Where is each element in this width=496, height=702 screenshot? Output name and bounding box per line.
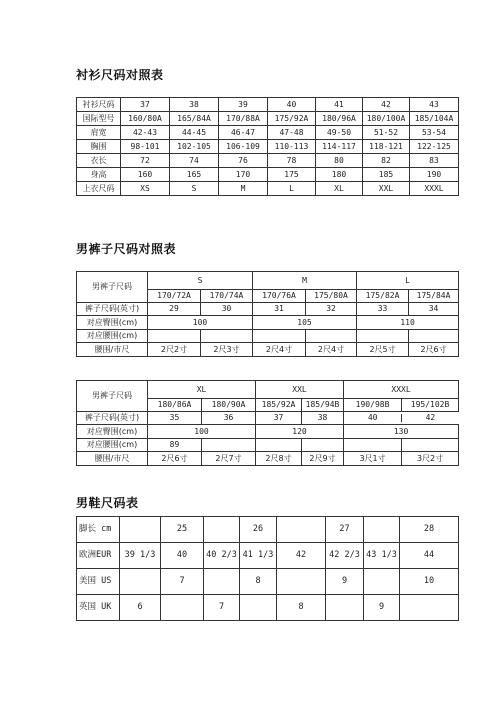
- row-label: 对应腰围(cm): [77, 439, 148, 452]
- shirt-row: [77, 126, 459, 140]
- shoe-cell: [364, 569, 400, 595]
- size-code: 185/92A: [256, 399, 302, 412]
- size-code: 175/82A: [357, 290, 409, 303]
- shichi-cell: 2尺4寸: [306, 343, 357, 357]
- shirt-cell: 40: [268, 98, 316, 112]
- shoe-row: [77, 595, 459, 621]
- shirt-row-label: 身高: [77, 168, 121, 182]
- inch-cell: 31: [253, 303, 306, 316]
- shirt-row: [77, 154, 459, 168]
- shirt-cell: 106-109: [219, 140, 268, 154]
- shoe-cell: 26: [240, 517, 277, 543]
- shoe-cell: [120, 517, 161, 543]
- shoe-cell: [161, 595, 204, 621]
- shoe-cell: 43 1/3: [364, 543, 400, 569]
- size-code: 170/76A: [253, 290, 306, 303]
- shirt-cell: 44-45: [170, 126, 219, 140]
- shoe-row-label: 欧洲EUR: [77, 543, 120, 569]
- row-label: 裤子尺码(英寸): [77, 303, 148, 316]
- row-label: 对应腰围(cm): [77, 330, 148, 343]
- shoe-cell: 8: [277, 595, 326, 621]
- shichi-cell: 2尺4寸: [253, 343, 306, 357]
- hip-cell: 100: [148, 425, 256, 439]
- shirt-cell: 165: [170, 168, 219, 182]
- shirt-cell: 80: [316, 154, 363, 168]
- shirt-cell: 175: [268, 168, 316, 182]
- size-code: 180/90A: [202, 399, 256, 412]
- shirt-row: [77, 112, 459, 126]
- shirt-cell: 82: [363, 154, 410, 168]
- hip-cell: 110: [357, 316, 459, 330]
- shirt-cell: 72: [121, 154, 170, 168]
- waist-cell: 89: [148, 439, 202, 452]
- pants-header-label: 男裤子尺码: [77, 381, 148, 412]
- shirt-cell: 37: [121, 98, 170, 112]
- size-code: 170/74A: [201, 290, 253, 303]
- shoe-cell: 25: [161, 517, 204, 543]
- row-label: 腰围/市尺: [77, 343, 148, 357]
- shoe-cell: [326, 595, 364, 621]
- shirt-cell: 39: [219, 98, 268, 112]
- hip-cell: 130: [344, 425, 459, 439]
- shoe-row: [77, 569, 459, 595]
- inch-cell: 34: [409, 303, 459, 316]
- shoe-cell: [120, 569, 161, 595]
- shirt-cell: 51-52: [363, 126, 410, 140]
- shirt-cell: 41: [316, 98, 363, 112]
- shichi-cell: 3尺2寸: [402, 452, 459, 466]
- inch-cell: 32: [306, 303, 357, 316]
- waist-cell: [402, 439, 459, 452]
- shirt-cell: 122-125: [410, 140, 459, 154]
- shoe-size-table: [76, 516, 459, 621]
- shirt-cell: 170: [219, 168, 268, 182]
- shirt-cell: 102-105: [170, 140, 219, 154]
- shirt-cell: 74: [170, 154, 219, 168]
- shoe-cell: 28: [400, 517, 459, 543]
- size-group: XL: [148, 381, 256, 399]
- hip-cell: 105: [253, 316, 357, 330]
- size-group: L: [357, 272, 459, 290]
- shirt-cell: 180: [316, 168, 363, 182]
- shoe-cell: 9: [326, 569, 364, 595]
- size-code: 175/84A: [409, 290, 459, 303]
- size-group: XXXL: [344, 381, 459, 399]
- hip-cell: 120: [256, 425, 344, 439]
- shirt-cell: 185/104A: [410, 112, 459, 126]
- shirt-cell: 160/80A: [121, 112, 170, 126]
- shirt-cell: 53-54: [410, 126, 459, 140]
- shirt-cell: 165/84A: [170, 112, 219, 126]
- shirt-cell: 175/92A: [268, 112, 316, 126]
- shirt-cell: L: [268, 182, 316, 196]
- shirt-cell: 46-47: [219, 126, 268, 140]
- shoe-row-label: 脚长 cm: [77, 517, 120, 543]
- shirt-cell: 42-43: [121, 126, 170, 140]
- shoe-cell: [204, 569, 240, 595]
- shichi-cell: 2尺2寸: [148, 343, 201, 357]
- shirt-cell: 160: [121, 168, 170, 182]
- shirt-cell: 98-101: [121, 140, 170, 154]
- inch-cell: 42: [425, 414, 436, 422]
- shirt-cell: 38: [170, 98, 219, 112]
- shirt-cell: 110-113: [268, 140, 316, 154]
- shichi-cell: 3尺1寸: [344, 452, 402, 466]
- waist-cell: [344, 439, 402, 452]
- inch-cell: 30: [201, 303, 253, 316]
- shirt-row-label: 胸围: [77, 140, 121, 154]
- size-group: XXL: [256, 381, 344, 399]
- waist-cell: [409, 330, 459, 343]
- shirt-cell: 114-117: [316, 140, 363, 154]
- size-code: 170/72A: [148, 290, 201, 303]
- size-code: 185/94B: [302, 399, 344, 412]
- row-label: 腰围/市尺: [77, 452, 148, 466]
- shirt-cell: 43: [410, 98, 459, 112]
- shirt-row: [77, 140, 459, 154]
- shoe-cell: [364, 517, 400, 543]
- shirt-cell: 185: [363, 168, 410, 182]
- shirt-row-label: 上衣尺码: [77, 182, 121, 196]
- size-group: M: [253, 272, 357, 290]
- inch-cell: 40: [344, 414, 402, 422]
- row-label: 裤子尺码(英寸): [77, 412, 148, 425]
- shichi-cell: 2尺7寸: [202, 452, 256, 466]
- shoe-row-label: 美国 US: [77, 569, 120, 595]
- shichi-cell: 2尺3寸: [201, 343, 253, 357]
- row-label: 对应臀围(cm): [77, 425, 148, 439]
- shoe-cell: 10: [400, 569, 459, 595]
- shirt-cell: S: [170, 182, 219, 196]
- pants-header-label: 男裤子尺码: [77, 272, 148, 303]
- shoe-cell: 7: [161, 569, 204, 595]
- shirt-cell: XXL: [363, 182, 410, 196]
- shirt-cell: 83: [410, 154, 459, 168]
- inch-cell: 33: [357, 303, 409, 316]
- waist-cell: [256, 439, 302, 452]
- waist-cell: [148, 330, 201, 343]
- shirt-row-label: 衣长: [77, 154, 121, 168]
- size-code: 190/98B: [344, 399, 402, 412]
- shirt-cell: 49-50: [316, 126, 363, 140]
- hip-cell: 100: [148, 316, 253, 330]
- row-label: 对应臀围(cm): [77, 316, 148, 330]
- shichi-cell: 2尺6寸: [148, 452, 202, 466]
- shoe-row: [77, 517, 459, 543]
- shirt-cell: 190: [410, 168, 459, 182]
- shirt-cell: 170/88A: [219, 112, 268, 126]
- shirt-cell: 42: [363, 98, 410, 112]
- shirt-row: [77, 98, 459, 112]
- size-group: S: [148, 272, 253, 290]
- inch-cell: 35: [148, 412, 202, 425]
- shoe-cell: 40 2/3: [204, 543, 240, 569]
- shirt-cell: XS: [121, 182, 170, 196]
- pants-size-table-1: [76, 271, 459, 357]
- inch-cell: 29: [148, 303, 201, 316]
- shoe-cell: 7: [204, 595, 240, 621]
- shoes-title: 男鞋尺码表: [76, 496, 139, 510]
- shoe-cell: 44: [400, 543, 459, 569]
- size-code: 175/80A: [306, 290, 357, 303]
- shirt-row-label: 国际型号: [77, 112, 121, 126]
- shoe-cell: 42: [277, 543, 326, 569]
- shoe-cell: 9: [364, 595, 400, 621]
- waist-cell: [302, 439, 344, 452]
- shirt-row-label: 衬衫尺码: [77, 98, 121, 112]
- shoe-cell: 41 1/3: [240, 543, 277, 569]
- shoe-row: [77, 543, 459, 569]
- shirt-cell: 118-121: [363, 140, 410, 154]
- size-code: 180/86A: [148, 399, 202, 412]
- shichi-cell: 2尺5寸: [357, 343, 409, 357]
- shoe-cell: [277, 569, 326, 595]
- inch-cell: 38: [302, 412, 344, 425]
- shirt-row-label: 肩宽: [77, 126, 121, 140]
- shirt-cell: M: [219, 182, 268, 196]
- waist-cell: [357, 330, 409, 343]
- shoe-cell: 40: [161, 543, 204, 569]
- size-code: 195/102B: [402, 399, 459, 412]
- shoe-cell: [204, 517, 240, 543]
- pants-title: 男裤子尺码对照表: [76, 242, 177, 256]
- shirt-title: 衬衫尺码对照表: [76, 68, 164, 82]
- shirt-row: [77, 168, 459, 182]
- shirt-cell: 78: [268, 154, 316, 168]
- shoe-cell: 8: [240, 569, 277, 595]
- inch-cell: 37: [256, 412, 302, 425]
- waist-cell: [306, 330, 357, 343]
- inch-cell: 36: [202, 412, 256, 425]
- shirt-cell: 47-48: [268, 126, 316, 140]
- waist-cell: [202, 439, 256, 452]
- shichi-cell: 2尺9寸: [302, 452, 344, 466]
- shichi-cell: 2尺6寸: [409, 343, 459, 357]
- shirt-cell: 180/96A: [316, 112, 363, 126]
- shoe-cell: 27: [326, 517, 364, 543]
- waist-cell: [253, 330, 306, 343]
- pants-size-table-2: [76, 380, 459, 466]
- shoe-cell: [240, 595, 277, 621]
- shirt-cell: 180/100A: [363, 112, 410, 126]
- shirt-cell: XL: [316, 182, 363, 196]
- shirt-cell: 76: [219, 154, 268, 168]
- shichi-cell: 2尺8寸: [256, 452, 302, 466]
- shoe-cell: [400, 595, 459, 621]
- shoe-cell: 6: [120, 595, 161, 621]
- shoe-row-label: 英国 UK: [77, 595, 120, 621]
- shoe-cell: [277, 517, 326, 543]
- shirt-cell: XXXL: [410, 182, 459, 196]
- shoe-cell: 42 2/3: [326, 543, 364, 569]
- shoe-cell: 39 1/3: [120, 543, 161, 569]
- waist-cell: [201, 330, 253, 343]
- shirt-size-table: [76, 97, 459, 196]
- shirt-row: [77, 182, 459, 196]
